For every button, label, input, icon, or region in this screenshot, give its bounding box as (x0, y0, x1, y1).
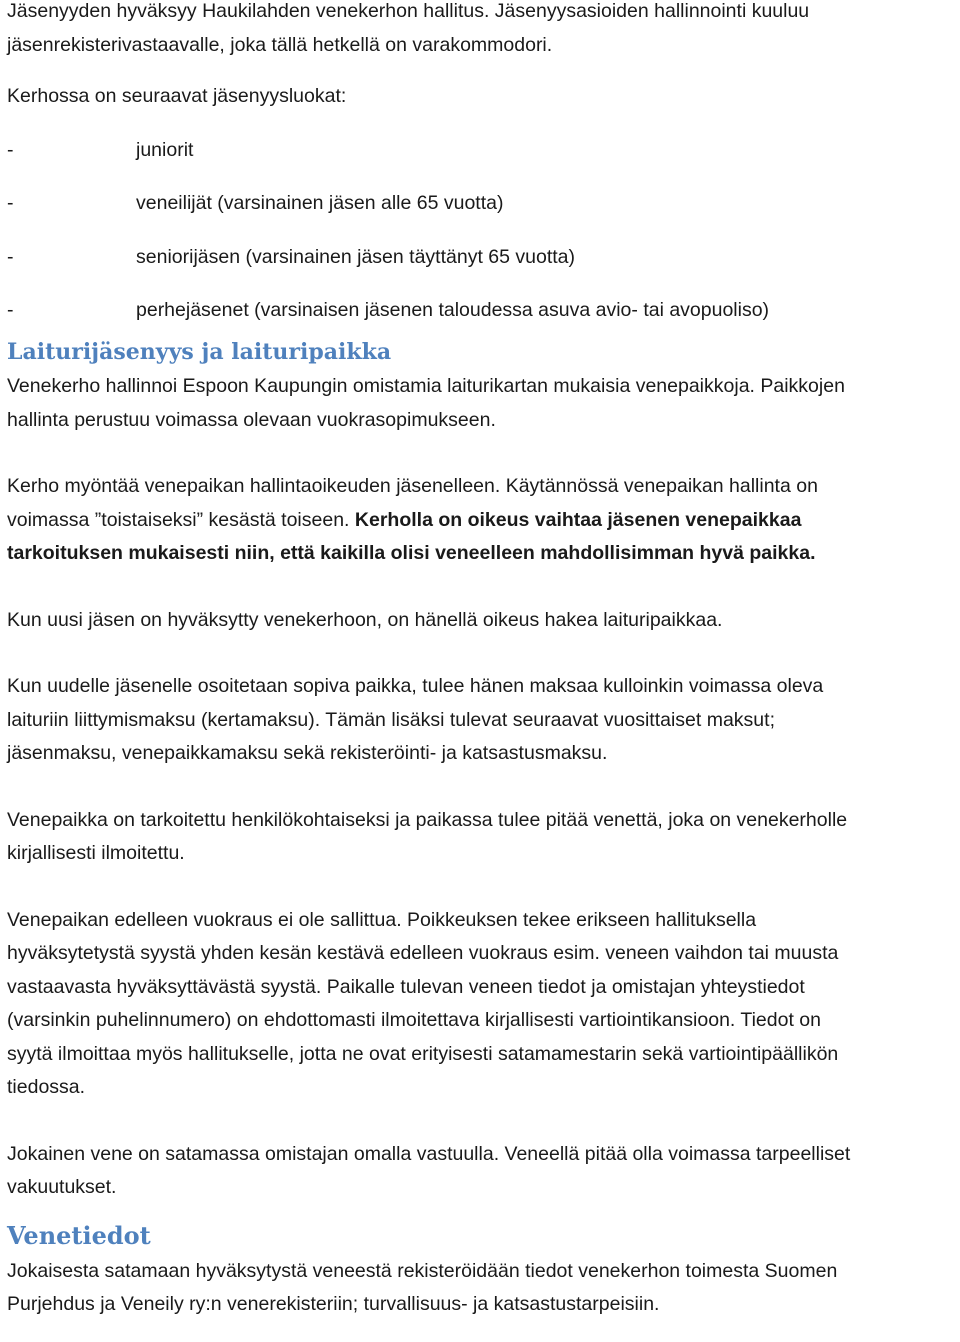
list-dash: - (7, 245, 14, 268)
list-item-text: seniorijäsen (varsinainen jäsen täyttänyt 65 vuotta) (136, 245, 575, 268)
bold-text: Kerholla on oikeus vaihtaa jäsenen venepaikkaa (354, 508, 802, 531)
text-line: Venepaikan edelleen vuokraus ei ole sallittua. Poikkeuksen tekee erikseen hallituksella (7, 908, 757, 931)
list-item-text: veneilijät (varsinainen jäsen alle 65 vuotta) (136, 192, 504, 214)
paragraph (7, 904, 957, 1105)
text-line: hallinta perustuu voimassa olevaan vuokrasopimukseen. (7, 408, 496, 431)
paragraph (7, 1138, 957, 1205)
text-line: Venepaikka on tarkoitettu henkilökohtaiseksi ja paikassa tulee pitää venettä, joka on venekerholle (7, 808, 848, 831)
paragraph (7, 470, 957, 571)
text-line: Jokainen vene on satamassa omistajan omalla vastuulla. Veneellä pitää olla voimassa tarpeelliset (7, 1142, 851, 1165)
text-line: Jokaisesta satamaan hyväksytystä veneestä rekisteröidään tiedot venekerhon toimesta Suomen (7, 1259, 838, 1282)
text-line: Kun uudelle jäsenelle osoitetaan sopiva paikka, tulee hänen maksaa kulloinkin voimassa oleva (7, 675, 824, 697)
text-line: vakuutukset. (7, 1176, 117, 1198)
membership-lead: Kerhossa on seuraavat jäsenyysluokat: (7, 85, 347, 107)
list-item (7, 134, 957, 188)
section-heading-venetiedot: Venetiedot (7, 1220, 151, 1250)
list-item (7, 241, 957, 295)
text-line: kirjallisesti ilmoitettu. (7, 842, 185, 864)
text-line: syytä ilmoittaa myös hallitukselle, jotta ne ovat erityisesti satamamestarin sekä vartiointipäällikön (7, 1042, 839, 1065)
text-line: hyväksytetystä syystä yhden kesän kestävä edelleen vuokraus esim. veneen vaihdon tai muusta (7, 942, 839, 964)
list-dash: - (7, 138, 14, 161)
list-item (7, 187, 957, 241)
text-line: jäsenmaksu, venepaikkamaksu sekä rekisteröinti- ja katsastusmaksu. (7, 742, 608, 764)
text-line: Purjehdus ja Veneily ry:n venerekisteriin; turvallisuus- ja katsastustarpeisiin. (7, 1293, 660, 1315)
paragraph (7, 670, 957, 771)
paragraph: Kun uusi jäsen on hyväksytty venekerhoon, on hänellä oikeus hakea laituripaikkaa. (7, 608, 723, 631)
text-line: voimassa ”toistaiseksi” kesästä toiseen. (7, 508, 355, 531)
text-line: Venekerho hallinnoi Espoon Kaupungin omistamia laiturikartan mukaisia venepaikkoja. Paikkojen (7, 375, 845, 397)
document-page (7, 0, 957, 1322)
intro-paragraph (7, 0, 957, 62)
section-heading-laiturijasenyys: Laiturijäsenyys ja laituripaikka (7, 339, 392, 365)
list-dash: - (7, 192, 14, 214)
text-line: Kerho myöntää venepaikan hallintaoikeuden jäsenelleen. Käytännössä venepaikan hallinta on (7, 475, 818, 497)
membership-list (7, 134, 957, 335)
list-item-text: perhejäsenet (varsinaisen jäsenen taloudessa asuva avio- tai avopuoliso) (136, 299, 770, 321)
paragraph (7, 1255, 957, 1322)
list-dash: - (7, 299, 14, 321)
intro-line-1: Jäsenyyden hyväksyy Haukilahden venekerhon hallitus. Jäsenyysasioiden hallinnointi kuuluu (7, 0, 810, 22)
text-line: laituriin liittymismaksu (kertamaksu). Tämän lisäksi tulevat seuraavat vuosittaiset maksut; (7, 708, 775, 731)
paragraph (7, 804, 957, 871)
bold-text: tarkoituksen mukaisesti niin, että kaikilla olisi veneelleen mahdollisimman hyvä paikka. (7, 542, 816, 564)
intro-line-2: jäsenrekisterivastaavalle, joka tällä hetkellä on varakommodori. (7, 33, 553, 56)
text-line: vastaavasta hyväksyttävästä syystä. Paikalle tulevan veneen tiedot ja omistajan yhteystiedot (7, 975, 805, 998)
text-line: tiedossa. (7, 1076, 86, 1098)
text-line: (varsinkin puhelinnumero) on ehdottomasti ilmoitettava kirjallisesti vartiointikansioon. Tiedot on (7, 1009, 821, 1031)
paragraph (7, 370, 957, 437)
list-item-text: juniorit (136, 138, 194, 161)
list-item (7, 294, 957, 334)
